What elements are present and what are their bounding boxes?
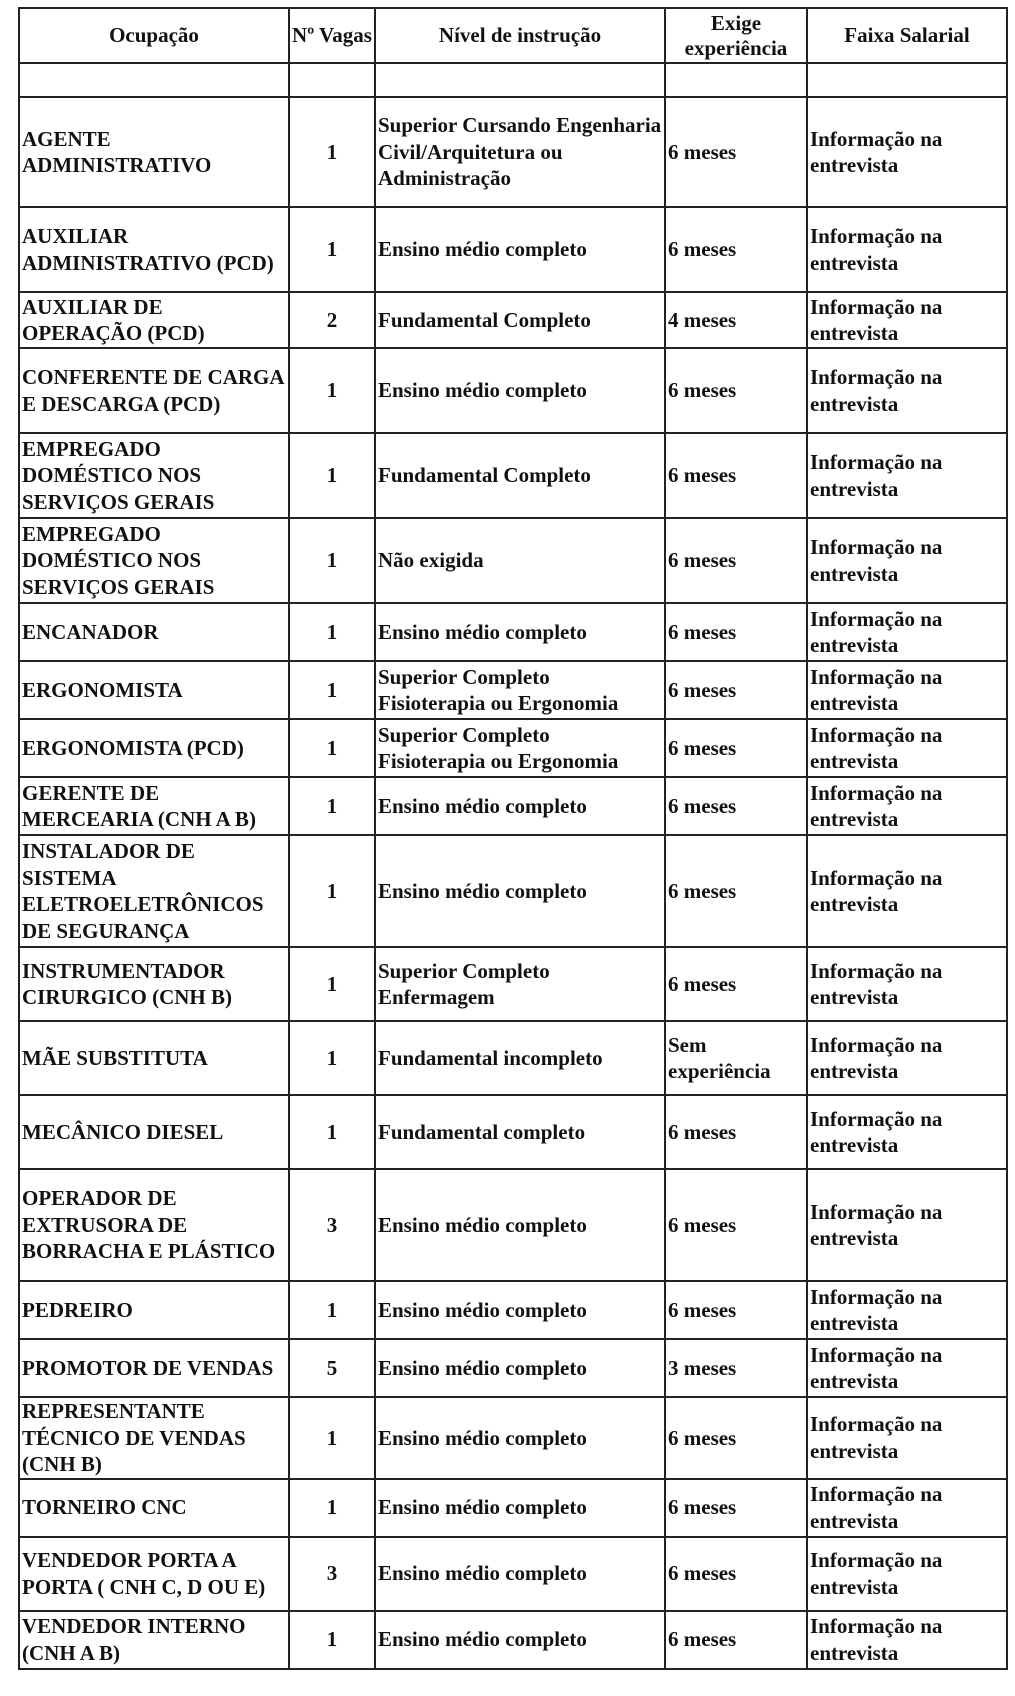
table-row: [19, 433, 1007, 518]
cell-experiencia: 4 meses: [665, 292, 807, 348]
cell-experiencia: 6 meses: [665, 97, 807, 207]
cell-ocupacao: REPRESENTANTE TÉCNICO DE VENDAS (CNH B): [19, 1397, 289, 1479]
cell-ocupacao: AUXILIAR DE OPERAÇÃO (PCD): [19, 292, 289, 348]
cell-nivel: Superior Completo Fisioterapia ou Ergonomia: [375, 661, 665, 719]
cell-vagas: 1: [289, 1095, 375, 1169]
cell-nivel: Ensino médio completo: [375, 1281, 665, 1339]
cell-vagas: 1: [289, 719, 375, 777]
cell-nivel: Ensino médio completo: [375, 207, 665, 292]
cell-faixa: Informação na entrevista: [807, 603, 1007, 661]
table-row: [19, 777, 1007, 835]
cell-ocupacao: MÃE SUBSTITUTA: [19, 1021, 289, 1095]
cell-vagas: 1: [289, 207, 375, 292]
cell-ocupacao: ERGONOMISTA: [19, 661, 289, 719]
spacer-cell: [19, 63, 289, 97]
cell-experiencia: 6 meses: [665, 661, 807, 719]
table-row: [19, 835, 1007, 947]
header-row: [19, 8, 1007, 63]
table-row: [19, 518, 1007, 603]
table-row: [19, 1397, 1007, 1479]
cell-experiencia: 3 meses: [665, 1339, 807, 1397]
cell-nivel: Fundamental incompleto: [375, 1021, 665, 1095]
cell-experiencia: 6 meses: [665, 777, 807, 835]
cell-experiencia: 6 meses: [665, 1397, 807, 1479]
cell-vagas: 1: [289, 1281, 375, 1339]
cell-experiencia: 6 meses: [665, 1479, 807, 1537]
vacancies-table: [18, 7, 1008, 1670]
cell-nivel: Fundamental Completo: [375, 433, 665, 518]
cell-vagas: 1: [289, 1479, 375, 1537]
cell-faixa: Informação na entrevista: [807, 777, 1007, 835]
cell-nivel: Ensino médio completo: [375, 1537, 665, 1611]
cell-ocupacao: OPERADOR DE EXTRUSORA DE BORRACHA E PLÁSTICO: [19, 1169, 289, 1281]
cell-nivel: Superior Cursando Engenharia Civil/Arquitetura ou Administração: [375, 97, 665, 207]
cell-nivel: Ensino médio completo: [375, 1339, 665, 1397]
cell-ocupacao: PEDREIRO: [19, 1281, 289, 1339]
cell-vagas: 1: [289, 1021, 375, 1095]
cell-experiencia: 6 meses: [665, 207, 807, 292]
table-row: [19, 97, 1007, 207]
cell-faixa: Informação na entrevista: [807, 1479, 1007, 1537]
cell-vagas: 2: [289, 292, 375, 348]
cell-ocupacao: VENDEDOR INTERNO (CNH A B): [19, 1611, 289, 1669]
cell-ocupacao: INSTALADOR DE SISTEMA ELETROELETRÔNICOS DE SEGURANÇA: [19, 835, 289, 947]
cell-faixa: Informação na entrevista: [807, 1095, 1007, 1169]
table-row: [19, 719, 1007, 777]
header-experiencia: Exige experiência: [665, 8, 807, 63]
header-nivel: Nível de instrução: [375, 8, 665, 63]
table-row: [19, 1339, 1007, 1397]
table-row: [19, 292, 1007, 348]
table-row: [19, 1479, 1007, 1537]
cell-experiencia: 6 meses: [665, 518, 807, 603]
cell-vagas: 1: [289, 1611, 375, 1669]
cell-vagas: 1: [289, 518, 375, 603]
cell-faixa: Informação na entrevista: [807, 97, 1007, 207]
cell-experiencia: 6 meses: [665, 1281, 807, 1339]
table-row: [19, 1095, 1007, 1169]
cell-experiencia: 6 meses: [665, 433, 807, 518]
table-body: [19, 97, 1007, 1669]
cell-nivel: Ensino médio completo: [375, 777, 665, 835]
cell-vagas: 3: [289, 1169, 375, 1281]
cell-experiencia: 6 meses: [665, 947, 807, 1021]
table-row: [19, 947, 1007, 1021]
cell-ocupacao: MECÂNICO DIESEL: [19, 1095, 289, 1169]
cell-ocupacao: EMPREGADO DOMÉSTICO NOS SERVIÇOS GERAIS: [19, 433, 289, 518]
cell-experiencia: 6 meses: [665, 1537, 807, 1611]
cell-ocupacao: ENCANADOR: [19, 603, 289, 661]
cell-faixa: Informação na entrevista: [807, 207, 1007, 292]
cell-experiencia: 6 meses: [665, 719, 807, 777]
header-vagas: Nº Vagas: [289, 8, 375, 63]
cell-vagas: 1: [289, 777, 375, 835]
cell-ocupacao: GERENTE DE MERCEARIA (CNH A B): [19, 777, 289, 835]
cell-experiencia: 6 meses: [665, 835, 807, 947]
cell-vagas: 5: [289, 1339, 375, 1397]
cell-vagas: 1: [289, 947, 375, 1021]
table-row: [19, 1021, 1007, 1095]
cell-vagas: 1: [289, 835, 375, 947]
cell-faixa: Informação na entrevista: [807, 1169, 1007, 1281]
cell-faixa: Informação na entrevista: [807, 1339, 1007, 1397]
header-ocupacao: Ocupação: [19, 8, 289, 63]
table-row: [19, 1537, 1007, 1611]
cell-nivel: Ensino médio completo: [375, 835, 665, 947]
cell-faixa: Informação na entrevista: [807, 947, 1007, 1021]
cell-ocupacao: INSTRUMENTADOR CIRURGICO (CNH B): [19, 947, 289, 1021]
table-row: [19, 1169, 1007, 1281]
cell-ocupacao: TORNEIRO CNC: [19, 1479, 289, 1537]
cell-faixa: Informação na entrevista: [807, 433, 1007, 518]
cell-nivel: Não exigida: [375, 518, 665, 603]
cell-faixa: Informação na entrevista: [807, 1611, 1007, 1669]
cell-nivel: Ensino médio completo: [375, 1611, 665, 1669]
cell-faixa: Informação na entrevista: [807, 835, 1007, 947]
cell-experiencia: 6 meses: [665, 1095, 807, 1169]
cell-nivel: Ensino médio completo: [375, 603, 665, 661]
spacer-row: [19, 63, 1007, 97]
cell-vagas: 1: [289, 348, 375, 433]
cell-ocupacao: VENDEDOR PORTA A PORTA ( CNH C, D OU E): [19, 1537, 289, 1611]
table-row: [19, 1611, 1007, 1669]
cell-nivel: Ensino médio completo: [375, 1169, 665, 1281]
cell-vagas: 1: [289, 433, 375, 518]
cell-faixa: Informação na entrevista: [807, 292, 1007, 348]
cell-vagas: 3: [289, 1537, 375, 1611]
spacer-cell: [807, 63, 1007, 97]
cell-faixa: Informação na entrevista: [807, 1397, 1007, 1479]
table-row: [19, 207, 1007, 292]
table-row: [19, 1281, 1007, 1339]
spacer-cell: [289, 63, 375, 97]
header-faixa: Faixa Salarial: [807, 8, 1007, 63]
cell-nivel: Ensino médio completo: [375, 348, 665, 433]
table-row: [19, 603, 1007, 661]
cell-nivel: Fundamental Completo: [375, 292, 665, 348]
cell-experiencia: Sem experiência: [665, 1021, 807, 1095]
cell-ocupacao: PROMOTOR DE VENDAS: [19, 1339, 289, 1397]
cell-nivel: Ensino médio completo: [375, 1479, 665, 1537]
table-row: [19, 348, 1007, 433]
cell-vagas: 1: [289, 97, 375, 207]
cell-ocupacao: EMPREGADO DOMÉSTICO NOS SERVIÇOS GERAIS: [19, 518, 289, 603]
cell-ocupacao: AUXILIAR ADMINISTRATIVO (PCD): [19, 207, 289, 292]
cell-nivel: Superior Completo Enfermagem: [375, 947, 665, 1021]
cell-nivel: Fundamental completo: [375, 1095, 665, 1169]
cell-nivel: Superior Completo Fisioterapia ou Ergonomia: [375, 719, 665, 777]
cell-experiencia: 6 meses: [665, 603, 807, 661]
cell-vagas: 1: [289, 603, 375, 661]
cell-faixa: Informação na entrevista: [807, 1021, 1007, 1095]
cell-experiencia: 6 meses: [665, 1611, 807, 1669]
spacer-cell: [375, 63, 665, 97]
cell-experiencia: 6 meses: [665, 348, 807, 433]
spacer-cell: [665, 63, 807, 97]
cell-faixa: Informação na entrevista: [807, 719, 1007, 777]
cell-ocupacao: AGENTE ADMINISTRATIVO: [19, 97, 289, 207]
cell-vagas: 1: [289, 1397, 375, 1479]
cell-vagas: 1: [289, 661, 375, 719]
cell-ocupacao: ERGONOMISTA (PCD): [19, 719, 289, 777]
cell-experiencia: 6 meses: [665, 1169, 807, 1281]
cell-faixa: Informação na entrevista: [807, 518, 1007, 603]
cell-faixa: Informação na entrevista: [807, 348, 1007, 433]
table-row: [19, 661, 1007, 719]
cell-ocupacao: CONFERENTE DE CARGA E DESCARGA (PCD): [19, 348, 289, 433]
cell-faixa: Informação na entrevista: [807, 661, 1007, 719]
cell-faixa: Informação na entrevista: [807, 1281, 1007, 1339]
cell-nivel: Ensino médio completo: [375, 1397, 665, 1479]
cell-faixa: Informação na entrevista: [807, 1537, 1007, 1611]
